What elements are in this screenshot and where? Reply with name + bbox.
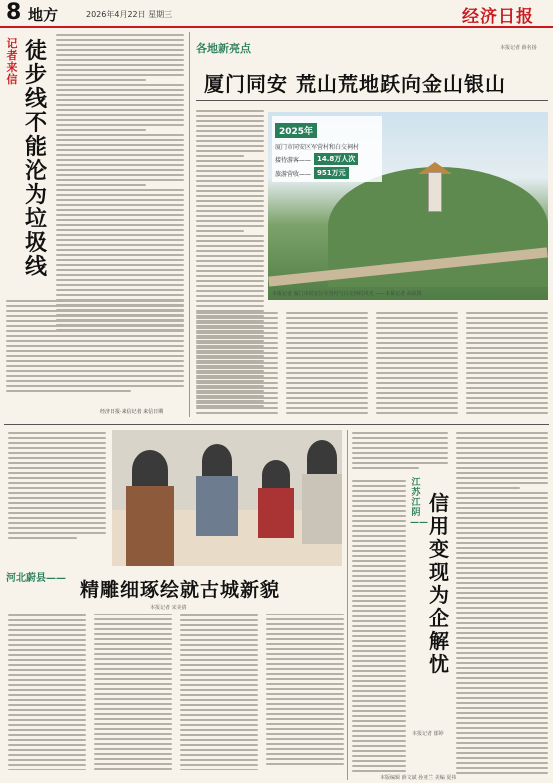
photo-story-text	[8, 432, 106, 560]
bottom-byline: 本报记者 宋美倩	[150, 605, 187, 611]
bottom-body	[8, 614, 344, 776]
page-header	[0, 0, 553, 28]
letter-kicker: 记者来信	[6, 37, 18, 86]
stats-value: 951万元	[314, 167, 349, 179]
photo-caption: 本报记者 厦门市同安区军营村与白交祠村风光 ——本报记者 高原摄	[272, 291, 422, 297]
letter-body	[56, 34, 184, 334]
letter-title: 徒步线不能沦为垃圾线	[24, 39, 47, 280]
stats-infobox	[272, 116, 382, 182]
bookfair-photo	[112, 430, 342, 566]
feature-title: 厦门同安 荒山荒地跃向金山银山	[204, 72, 506, 96]
newspaper-logo: 经济日报	[462, 7, 534, 27]
letter-sign: 经济日报·来信记者 来信日期	[100, 409, 164, 415]
stats-row	[275, 153, 379, 165]
tower-shape	[428, 172, 442, 212]
edit-credits: 本版编辑 薛文斌 孙亚兰 美编 夏祎	[380, 775, 457, 781]
feature-byline: 本报记者 薛名扬	[500, 45, 537, 51]
issue-date: 2026年4月22日 星期三	[86, 10, 173, 19]
stats-row	[275, 167, 379, 179]
right-col-a	[352, 432, 448, 472]
stats-year: 2025年	[275, 123, 317, 138]
stats-name: 旅游营收——	[275, 170, 312, 178]
section-name: 地方	[28, 6, 59, 24]
page-number: 8	[6, 0, 22, 25]
feature-kicker: 各地新亮点	[196, 42, 251, 55]
feature-body-lower	[196, 312, 548, 422]
right-title: 信用变现为企解忧	[429, 491, 449, 676]
right-col-main	[352, 480, 406, 776]
stats-label: 厦门市同安区军营村和白交祠村	[275, 144, 360, 151]
stats-name: 接待游客——	[275, 156, 312, 164]
bottom-title: 精雕细琢绘就古城新貌	[80, 579, 281, 601]
stats-value: 14.8万人次	[314, 153, 358, 165]
feature-photo	[268, 112, 548, 300]
right-byline: 本报记者 郁婷	[412, 731, 444, 737]
right-kicker: 江苏江阴——	[410, 478, 428, 528]
right-col-b	[456, 432, 548, 777]
bottom-kicker: 河北蔚县——	[6, 573, 66, 584]
letter-body-lower	[6, 300, 184, 400]
